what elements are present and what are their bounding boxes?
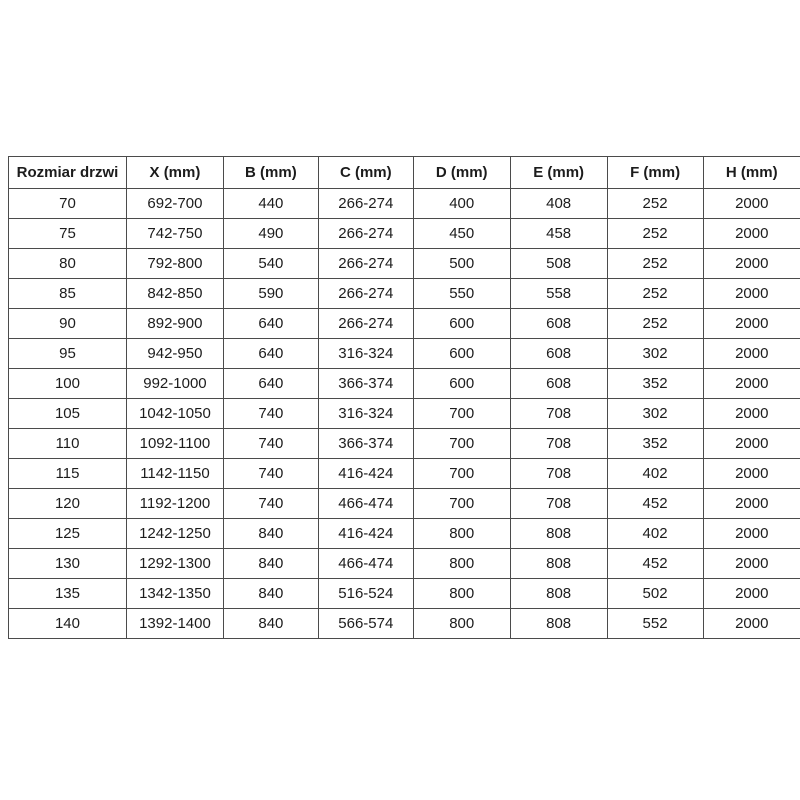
table-row — [9, 279, 800, 309]
table-cell: 266-274 — [318, 189, 413, 219]
table-cell: 800 — [413, 579, 510, 609]
table-cell: 2000 — [703, 339, 800, 369]
table-row — [9, 489, 800, 519]
table-cell: 130 — [9, 549, 127, 579]
table-cell: 740 — [223, 399, 318, 429]
table-cell: 416-424 — [318, 519, 413, 549]
table-cell: 466-474 — [318, 549, 413, 579]
table-cell: 490 — [223, 219, 318, 249]
table-cell: 992-1000 — [126, 369, 223, 399]
table-cell: 708 — [510, 459, 607, 489]
table-row — [9, 249, 800, 279]
table-cell: 600 — [413, 309, 510, 339]
table-cell: 95 — [9, 339, 127, 369]
table-cell: 70 — [9, 189, 127, 219]
table-cell: 700 — [413, 459, 510, 489]
table-cell: 2000 — [703, 519, 800, 549]
table-cell: 2000 — [703, 279, 800, 309]
header-cell-f-mm: F (mm) — [607, 157, 703, 189]
table-cell: 408 — [510, 189, 607, 219]
table-cell: 600 — [413, 339, 510, 369]
table-cell: 840 — [223, 609, 318, 639]
table-cell: 1092-1100 — [126, 429, 223, 459]
table-cell: 566-574 — [318, 609, 413, 639]
table-cell: 115 — [9, 459, 127, 489]
table-cell: 558 — [510, 279, 607, 309]
table-cell: 2000 — [703, 489, 800, 519]
table-cell: 792-800 — [126, 249, 223, 279]
table-cell: 740 — [223, 429, 318, 459]
table-cell: 110 — [9, 429, 127, 459]
table-cell: 842-850 — [126, 279, 223, 309]
table-cell: 402 — [607, 519, 703, 549]
table-cell: 892-900 — [126, 309, 223, 339]
table-cell: 316-324 — [318, 399, 413, 429]
table-cell: 740 — [223, 489, 318, 519]
table-cell: 516-524 — [318, 579, 413, 609]
header-cell-h-mm: H (mm) — [703, 157, 800, 189]
table-cell: 452 — [607, 549, 703, 579]
table-cell: 640 — [223, 309, 318, 339]
header-row — [9, 157, 800, 189]
table-cell: 252 — [607, 309, 703, 339]
table-cell: 2000 — [703, 399, 800, 429]
table-row — [9, 519, 800, 549]
table-cell: 808 — [510, 549, 607, 579]
table-cell: 640 — [223, 339, 318, 369]
table-cell: 252 — [607, 189, 703, 219]
table-row — [9, 579, 800, 609]
table-cell: 808 — [510, 609, 607, 639]
table-cell: 1392-1400 — [126, 609, 223, 639]
table-cell: 80 — [9, 249, 127, 279]
table-row — [9, 429, 800, 459]
table-cell: 2000 — [703, 189, 800, 219]
table-cell: 742-750 — [126, 219, 223, 249]
table-cell: 600 — [413, 369, 510, 399]
table-cell: 708 — [510, 429, 607, 459]
table-row — [9, 609, 800, 639]
door-size-table — [8, 156, 800, 639]
table-cell: 608 — [510, 339, 607, 369]
table-cell: 352 — [607, 369, 703, 399]
table-cell: 1292-1300 — [126, 549, 223, 579]
table-row — [9, 399, 800, 429]
table-cell: 608 — [510, 369, 607, 399]
table-cell: 500 — [413, 249, 510, 279]
table-cell: 840 — [223, 519, 318, 549]
table-cell: 508 — [510, 249, 607, 279]
table-cell: 1192-1200 — [126, 489, 223, 519]
table-cell: 120 — [9, 489, 127, 519]
table-cell: 942-950 — [126, 339, 223, 369]
table-cell: 450 — [413, 219, 510, 249]
table-cell: 75 — [9, 219, 127, 249]
table-cell: 740 — [223, 459, 318, 489]
table-cell: 800 — [413, 519, 510, 549]
table-cell: 252 — [607, 219, 703, 249]
table-row — [9, 459, 800, 489]
table-cell: 266-274 — [318, 279, 413, 309]
table-cell: 266-274 — [318, 309, 413, 339]
table-row — [9, 309, 800, 339]
table-cell: 708 — [510, 399, 607, 429]
table-row — [9, 369, 800, 399]
table-cell: 502 — [607, 579, 703, 609]
table-cell: 266-274 — [318, 249, 413, 279]
table-cell: 590 — [223, 279, 318, 309]
header-cell-b-mm: B (mm) — [223, 157, 318, 189]
table-cell: 840 — [223, 549, 318, 579]
table-row — [9, 549, 800, 579]
table-cell: 85 — [9, 279, 127, 309]
table-cell: 302 — [607, 339, 703, 369]
table-cell: 2000 — [703, 219, 800, 249]
table-cell: 252 — [607, 249, 703, 279]
table-cell: 1242-1250 — [126, 519, 223, 549]
table-cell: 2000 — [703, 249, 800, 279]
table-cell: 366-374 — [318, 429, 413, 459]
table-cell: 2000 — [703, 369, 800, 399]
table-cell: 692-700 — [126, 189, 223, 219]
table-cell: 552 — [607, 609, 703, 639]
table-cell: 2000 — [703, 309, 800, 339]
header-cell-e-mm: E (mm) — [510, 157, 607, 189]
table-cell: 440 — [223, 189, 318, 219]
table-cell: 316-324 — [318, 339, 413, 369]
table-cell: 140 — [9, 609, 127, 639]
table-cell: 466-474 — [318, 489, 413, 519]
table-cell: 302 — [607, 399, 703, 429]
table-header — [9, 157, 800, 189]
table-cell: 608 — [510, 309, 607, 339]
table-cell: 840 — [223, 579, 318, 609]
table-cell: 1342-1350 — [126, 579, 223, 609]
table-cell: 700 — [413, 399, 510, 429]
table-cell: 366-374 — [318, 369, 413, 399]
table-cell: 808 — [510, 579, 607, 609]
table-cell: 105 — [9, 399, 127, 429]
table-cell: 400 — [413, 189, 510, 219]
table-row — [9, 219, 800, 249]
table-cell: 90 — [9, 309, 127, 339]
table-cell: 458 — [510, 219, 607, 249]
table-cell: 2000 — [703, 459, 800, 489]
table-cell: 125 — [9, 519, 127, 549]
table-cell: 700 — [413, 489, 510, 519]
table-cell: 700 — [413, 429, 510, 459]
table-cell: 800 — [413, 609, 510, 639]
table-cell: 266-274 — [318, 219, 413, 249]
header-cell-c-mm: C (mm) — [318, 157, 413, 189]
table-cell: 708 — [510, 489, 607, 519]
header-cell-d-mm: D (mm) — [413, 157, 510, 189]
table-cell: 2000 — [703, 429, 800, 459]
table-cell: 352 — [607, 429, 703, 459]
table-cell: 252 — [607, 279, 703, 309]
table-cell: 540 — [223, 249, 318, 279]
table-cell: 100 — [9, 369, 127, 399]
table-cell: 2000 — [703, 609, 800, 639]
table-cell: 800 — [413, 549, 510, 579]
table-cell: 416-424 — [318, 459, 413, 489]
header-cell-rozmiar-drzwi: Rozmiar drzwi — [9, 157, 127, 189]
table-cell: 135 — [9, 579, 127, 609]
table-cell: 1042-1050 — [126, 399, 223, 429]
header-cell-x-mm: X (mm) — [126, 157, 223, 189]
table-cell: 402 — [607, 459, 703, 489]
table-row — [9, 189, 800, 219]
table-cell: 2000 — [703, 579, 800, 609]
table-cell: 808 — [510, 519, 607, 549]
table-cell: 550 — [413, 279, 510, 309]
table-body — [9, 189, 800, 639]
table-row — [9, 339, 800, 369]
table-cell: 640 — [223, 369, 318, 399]
table-cell: 2000 — [703, 549, 800, 579]
table-cell: 1142-1150 — [126, 459, 223, 489]
table-cell: 452 — [607, 489, 703, 519]
